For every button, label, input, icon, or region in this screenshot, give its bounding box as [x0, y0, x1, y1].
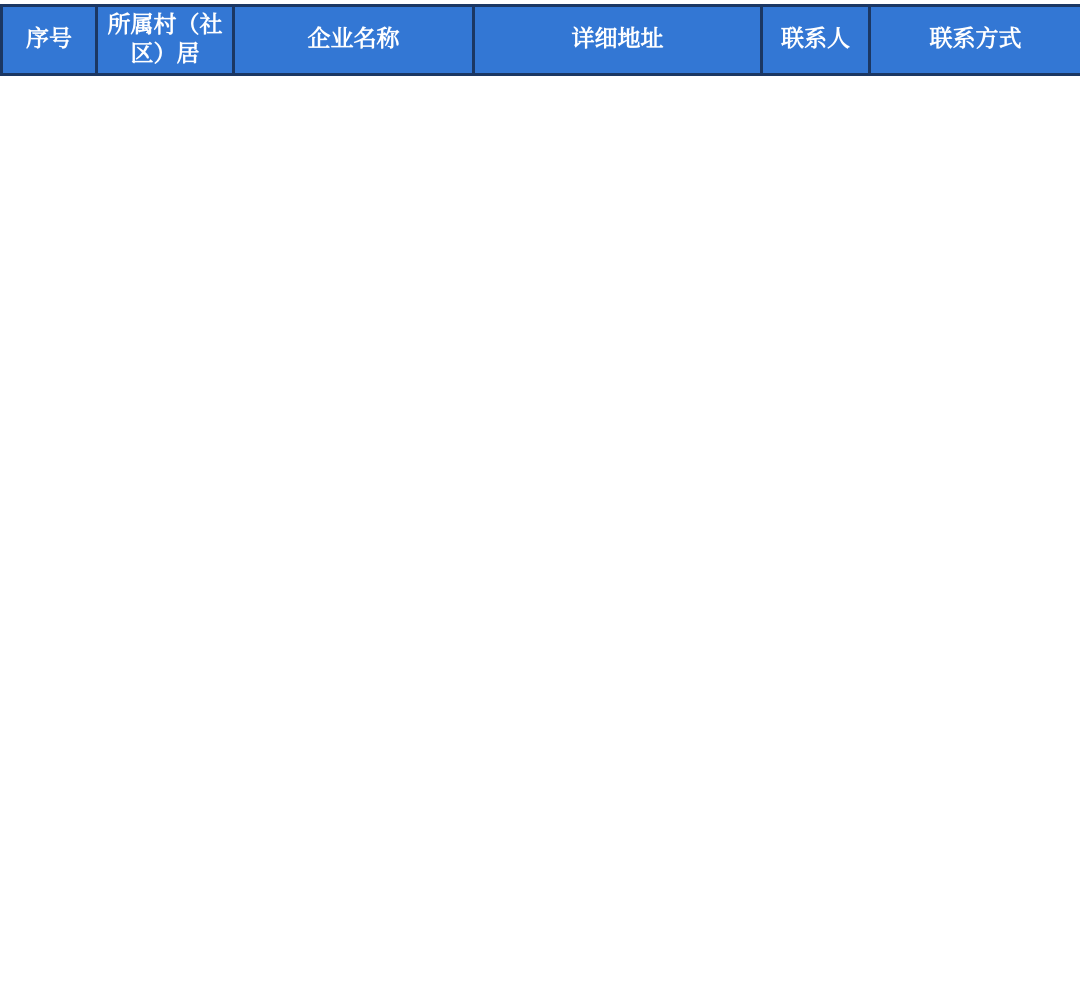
header-row — [2, 6, 1080, 75]
column-header-4: 联系人 — [762, 6, 870, 75]
column-header-3: 详细地址 — [474, 6, 762, 75]
pharmacy-contact-table — [0, 4, 1080, 76]
column-header-0: 序号 — [2, 6, 97, 75]
column-header-2: 企业名称 — [234, 6, 474, 75]
column-header-1: 所属村（社区）居 — [97, 6, 234, 75]
column-header-5: 联系方式 — [870, 6, 1080, 75]
